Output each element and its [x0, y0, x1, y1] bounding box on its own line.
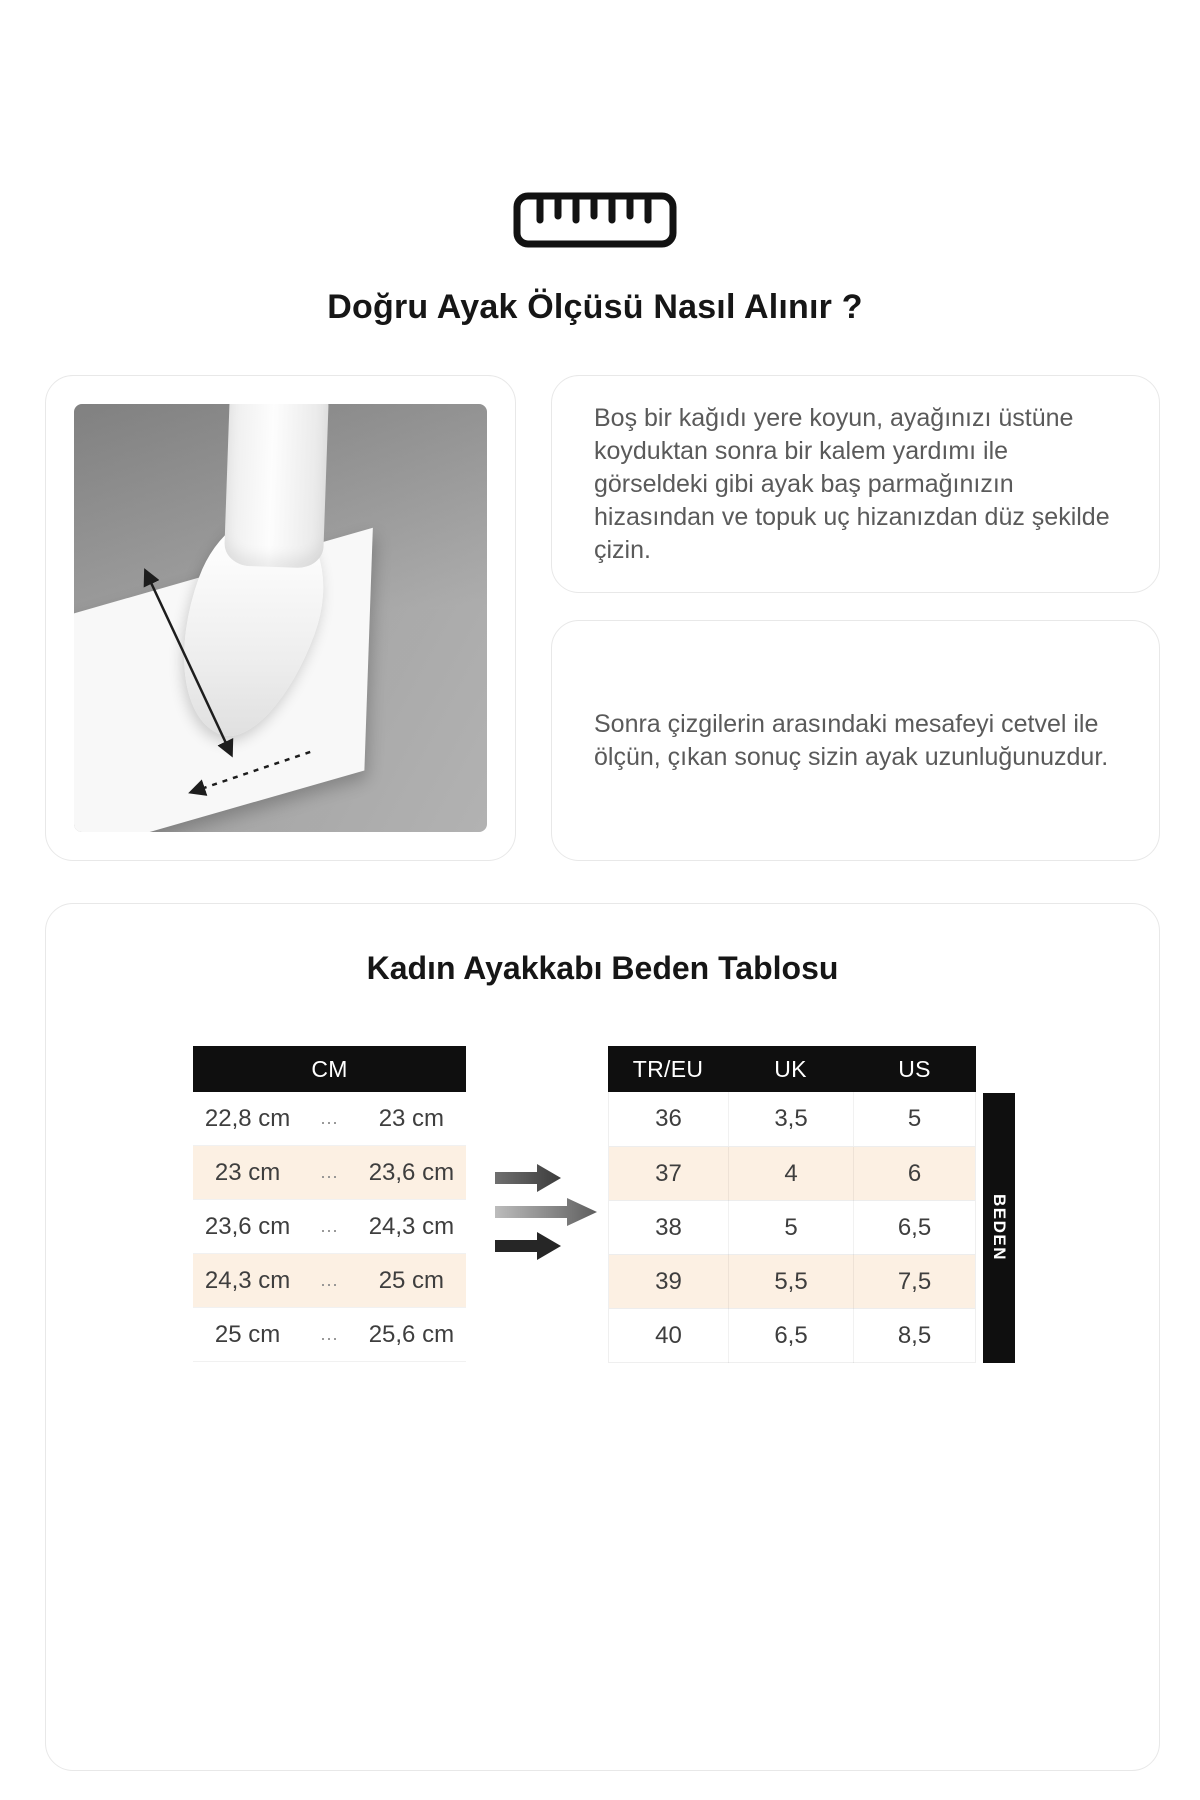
col-header-us: US: [898, 1055, 931, 1082]
cm-from: 23,6 cm: [204, 1212, 291, 1240]
range-dots: ...: [320, 1216, 339, 1236]
range-dots: ...: [320, 1270, 339, 1290]
cm-table-body: [193, 1092, 466, 1362]
size-treu: 38: [655, 1214, 682, 1241]
table-row: [193, 1200, 466, 1254]
cm-to: 23,6 cm: [368, 1158, 455, 1186]
size-uk: 5,5: [728, 1255, 853, 1309]
instruction-step-2: Sonra çizgilerin arasındaki mesafeyi cetvel ile ölçün, çıkan sonuç sizin ayak uzunluğunuzdur.: [594, 709, 1109, 771]
size-uk: 3,5: [728, 1092, 853, 1146]
cm-from: 24,3 cm: [204, 1266, 291, 1294]
table-row: [193, 1254, 466, 1308]
cm-table-header: CM: [193, 1046, 466, 1092]
col-header-treu: TR/EU: [632, 1055, 704, 1082]
size-uk: 4: [728, 1147, 853, 1201]
size-chart-title: Kadın Ayakkabı Beden Tablosu: [366, 950, 839, 986]
cm-from: 23 cm: [214, 1158, 281, 1186]
instruction-card-2: [551, 620, 1160, 861]
size-us: 8,5: [853, 1309, 975, 1363]
foot-measure-photo-card: [45, 375, 516, 861]
table-row: [609, 1146, 975, 1200]
cm-to: 24,3 cm: [368, 1212, 455, 1240]
foot-measure-photo: [74, 404, 487, 832]
ruler-icon: [45, 192, 1145, 248]
size-table: [608, 1046, 976, 1363]
page-title: Doğru Ayak Ölçüsü Nasıl Alınır ?: [327, 288, 863, 326]
size-uk: 5: [728, 1201, 853, 1255]
table-row: [609, 1254, 975, 1308]
table-row: [193, 1092, 466, 1146]
beden-side-label: BEDEN: [983, 1093, 1015, 1363]
size-treu: 37: [655, 1160, 682, 1187]
table-row: [609, 1200, 975, 1254]
double-arrow-right-icon: [493, 1153, 603, 1278]
size-uk: 6,5: [728, 1309, 853, 1363]
ruler-icon-svg: [513, 192, 677, 248]
table-row: [193, 1146, 466, 1200]
range-dots: ...: [320, 1108, 339, 1128]
size-us: 7,5: [853, 1255, 975, 1309]
instruction-step-1: Boş bir kağıdı yere koyun, ayağınızı üstüne koyduktan sonra bir kalem yardımı ile görseldeki gibi ayak baş parmağınızın hizasından ve topuk uç hizanızdan düz şekilde çizin.: [594, 404, 1110, 564]
cm-to: 25 cm: [378, 1266, 445, 1294]
size-table-body: [608, 1092, 976, 1363]
cm-table: [193, 1046, 466, 1362]
range-dots: ...: [320, 1324, 339, 1344]
table-row: [609, 1308, 975, 1362]
size-us: 6: [853, 1147, 975, 1201]
table-row: [193, 1308, 466, 1362]
measurement-arrows-icon: [74, 404, 487, 832]
instruction-card-1: [551, 375, 1160, 593]
size-treu: 40: [655, 1322, 682, 1349]
size-treu: 36: [655, 1105, 682, 1132]
size-chart-card: [45, 903, 1160, 1771]
cm-to: 23 cm: [378, 1104, 445, 1132]
size-table-header-row: [608, 1046, 976, 1092]
cm-from: 25 cm: [214, 1320, 281, 1348]
range-dots: ...: [320, 1162, 339, 1182]
size-us: 6,5: [853, 1201, 975, 1255]
cm-to: 25,6 cm: [368, 1320, 455, 1348]
col-header-uk: UK: [774, 1055, 807, 1082]
size-us: 5: [853, 1092, 975, 1146]
cm-from: 22,8 cm: [204, 1104, 291, 1132]
size-treu: 39: [655, 1268, 682, 1295]
table-row: [609, 1092, 975, 1146]
